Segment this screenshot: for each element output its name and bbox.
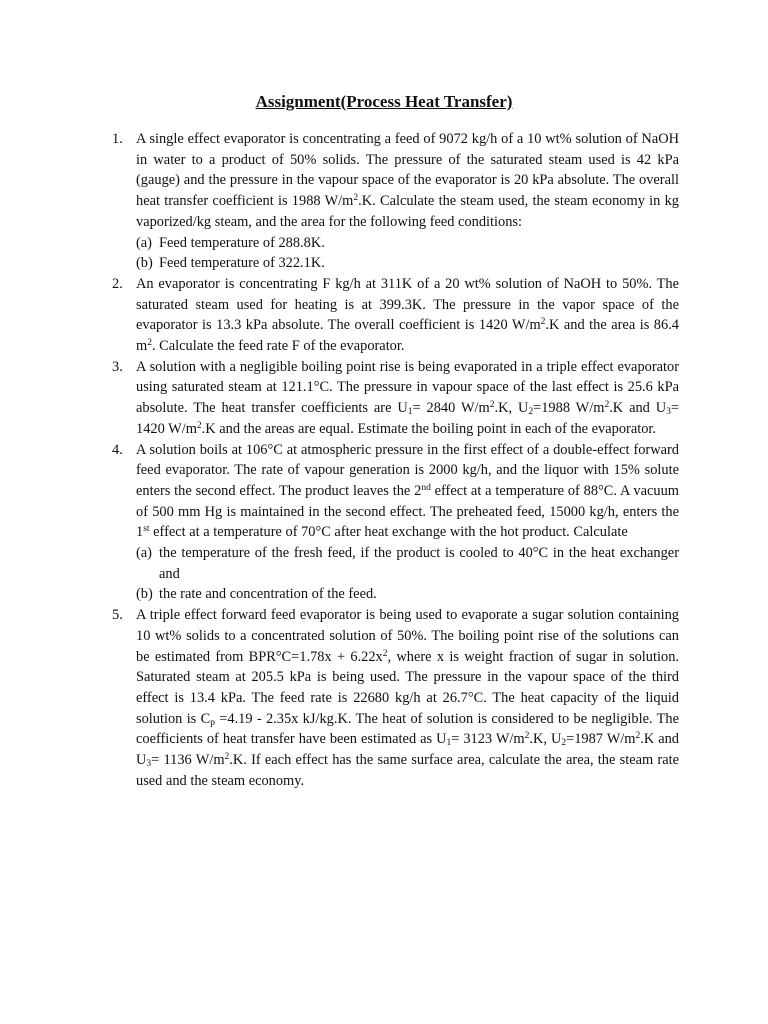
question-text: A triple effect forward feed evaporator is being used to evaporate a sugar solution containing 10 wt% solids to a concentrated solution of 50%. The boiling point rise of the solutions can be estimated from $BPR^\circ C=1.78x + 6.22x^2$, where x is weight fraction of sugar in solution. Saturated steam at 205.5 kPa is being used. The pressure in the vapour space of the third effect is 13.4 kPa. The feed rate is 22680 kg/h at 26.7°C. The heat capacity of the liquid solution is $C_p =4.19 - 2.35x$ kJ/kg.K. The heat of solution is considered to be negligible. The coefficients of heat transfer have been estimated as $U_1= 3123$ $W/m^2.K$, $U_2=1987$ $W/m^2.K$ and $U_3= 1136$ $W/m^2.K$. If each effect has the same surface area, calculate the area, the steam rate used and the steam economy. [136,607,680,789]
question-text: A single effect evaporator is concentrating a feed of 9072 kg/h of a 10 wt% solution of NaOH in water to a product of 50% solids. The pressure of the saturated steam used is 42 kPa (gauge) and the pressure in the vapour space of the evaporator is 20 kPa absolute. The overall heat transfer coefficient is 1988 $W/m^2.K$. Calculate the steam used, the steam economy in kg vaporized/kg steam, and the area for the following feed conditions: [136,131,679,230]
question-text: A solution boils at 106°C at atmospheric pressure in the first effect of a double-effect forward feed evaporator. The rate of vapour generation is 2000 kg/h, and the liquor with 15% solute enters the second effect. The product leaves the 2nd effect at a temperature of 88°C. A vacuum of 500 mm Hg is maintained in the second effect. The preheated feed, 15000 kg/h, enters the 1st effect at a temperature of 70°C after heat exchange with the hot product. Calculate [136,441,679,541]
question-text: An evaporator is concentrating F kg/h at 311K of a 20 wt% solution of NaOH to 50%. The saturated steam used for heating is at 399.3K. The pressure in the vapor space of the evaporator is 13.3 kPa absolute. The overall coefficient is 1420 $W/m^2.K$ and the area is 86.4 $m^2$. Calculate the feed rate F of the evaporator. [136,275,679,355]
question-number: 1. [112,131,123,147]
question-5 [112,605,680,791]
sub-question-a: (a) Feed temperature of 288.8K. [136,234,325,251]
question-number: 2. [112,275,123,292]
sub-question-a: (a) the temperature of the fresh feed, if the product is cooled to 40°C in the heat exchanger and [136,545,679,582]
question-number: 5. [112,607,123,624]
question-list [112,129,680,792]
question-text: A solution with a negligible boiling point rise is being evaporated in a triple effect evaporator using saturated steam at 121.1°C. The pressure in vapour space of the last effect is 25.6 kPa absolute. The heat transfer coefficients are $U_1= 2840$ $W/m^2.K$, $U_2=1988$ $W/m^2.K$ and $U_3= 1420$ $W/m^2.K$ and the areas are equal. Estimate the boiling point in each of the evaporator. [136,358,680,437]
question-1 [112,129,679,274]
sub-question-b: (b) Feed temperature of 322.1K. [136,255,325,272]
page-title: Assignment(Process Heat Transfer) [255,92,513,111]
question-2 [112,274,679,357]
question-number: 4. [112,441,123,458]
question-number: 3. [112,358,123,375]
question-4 [112,440,679,606]
question-3 [112,357,680,440]
sub-question-b: (b) the rate and concentration of the feed. [136,586,377,603]
